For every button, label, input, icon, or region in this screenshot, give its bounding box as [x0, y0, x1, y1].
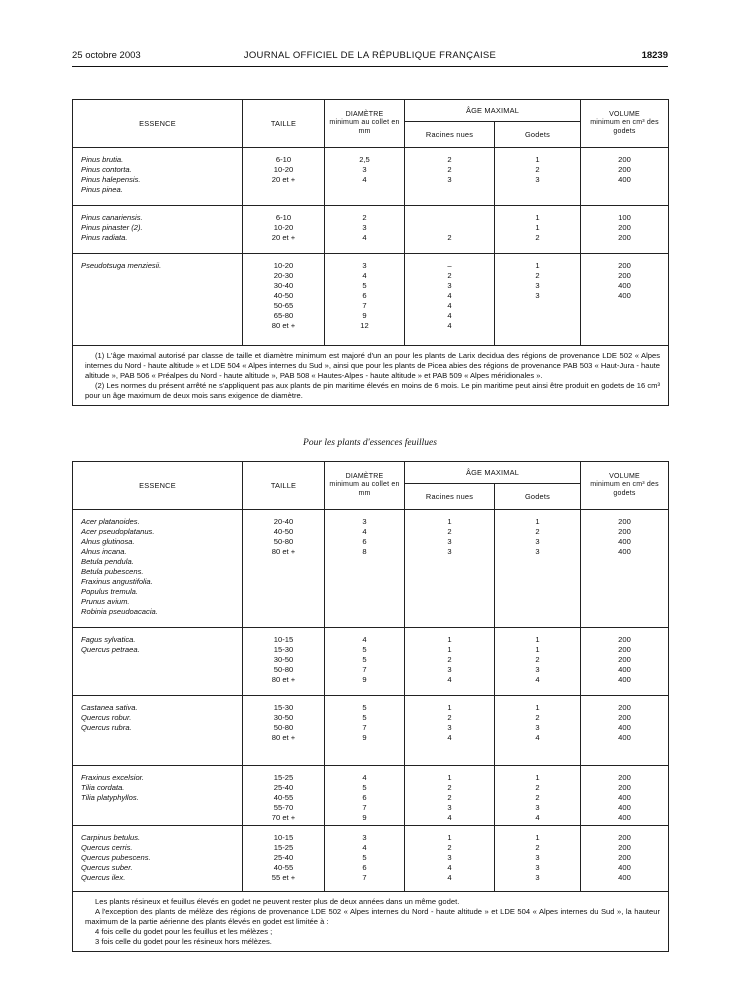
racines-value: 1 [447, 773, 452, 782]
essence-name: Populus tremula. [81, 587, 138, 596]
godets-value: 3 [535, 665, 540, 674]
diametre-value: 5 [362, 853, 367, 862]
taille-value: 70 et + [271, 813, 296, 822]
essence-cell [73, 148, 243, 206]
godets-cell [495, 628, 581, 696]
godets-value: 2 [535, 271, 540, 280]
taille-value: 15-25 [273, 773, 294, 782]
essence-cell [73, 766, 243, 826]
racines-value: 2 [447, 843, 452, 852]
godets-cell [495, 510, 581, 628]
header-date: 25 octobre 2003 [72, 50, 141, 61]
volume-value: 200 [618, 655, 631, 664]
essence-name: Betula pubescens. [81, 567, 144, 576]
table-row [73, 254, 669, 346]
godets-value: 1 [535, 223, 540, 232]
taille-value: 80 et + [271, 321, 296, 330]
essence-name: Castanea sativa. [81, 703, 138, 712]
essence-name: Alnus glutinosa. [81, 537, 135, 546]
godets-value: 3 [535, 537, 540, 546]
col-header-godets: Godets [495, 484, 581, 510]
taille-cell [243, 148, 325, 206]
page-header [72, 50, 668, 66]
essence-name: Quercus robur. [81, 713, 132, 722]
racines-value: 2 [447, 655, 452, 664]
diametre-value: 4 [362, 527, 367, 536]
table-row [73, 826, 669, 892]
taille-value: 40-55 [273, 793, 294, 802]
col-header-diametre [325, 100, 405, 148]
essence-name: Quercus rubra. [81, 723, 132, 732]
racines-value: 3 [447, 281, 452, 290]
col-header-diametre [325, 462, 405, 510]
volume-value: 200 [618, 155, 631, 164]
godets-value: 3 [535, 547, 540, 556]
godets-cell [495, 206, 581, 254]
volume-value: 200 [618, 853, 631, 862]
col-header-godets: Godets [495, 122, 581, 148]
taille-value: 10-15 [273, 635, 294, 644]
col-header-volume [581, 462, 669, 510]
volume-value: 400 [618, 281, 631, 290]
godets-value: 3 [535, 281, 540, 290]
diametre-value: 6 [362, 863, 367, 872]
taille-value: 10-20 [273, 261, 294, 270]
volume-value: 200 [618, 165, 631, 174]
racines-value: 3 [447, 175, 452, 184]
godets-value: 4 [535, 813, 540, 822]
racines-value: 3 [447, 723, 452, 732]
table-row [73, 510, 669, 628]
godets-cell [495, 826, 581, 892]
volume-value: 400 [618, 803, 631, 812]
caption-feuillus: Pour les plants d'essences feuillues [303, 438, 437, 448]
diametre-cell [325, 696, 405, 766]
racines-value: 1 [447, 833, 452, 842]
godets-value: 2 [535, 783, 540, 792]
col-header-diametre-title: DIAMÈTRE [345, 472, 384, 480]
godets-value: 1 [535, 155, 540, 164]
taille-value: 15-25 [273, 843, 294, 852]
godets-value: 2 [535, 165, 540, 174]
volume-cell [581, 766, 669, 826]
racines-cell [405, 696, 495, 766]
diametre-value: 2,5 [359, 155, 370, 164]
godets-cell [495, 254, 581, 346]
note-line: 3 fois celle du godet pour les résineux hors mélèzes. [95, 937, 272, 946]
essence-name: Quercus cerris. [81, 843, 133, 852]
essence-name: Betula pendula. [81, 557, 134, 566]
diametre-value: 9 [362, 675, 367, 684]
taille-cell [243, 628, 325, 696]
volume-cell [581, 148, 669, 206]
diametre-cell [325, 206, 405, 254]
taille-value: 15-30 [273, 703, 294, 712]
diametre-value: 3 [362, 261, 367, 270]
racines-cell [405, 148, 495, 206]
essence-name: Pinus radiata. [81, 233, 128, 242]
col-header-volume-sub: minimum en cm³ des godets [590, 119, 659, 135]
volume-cell [581, 628, 669, 696]
racines-value: 3 [447, 547, 452, 556]
col-header-racines: Racines nues [405, 484, 495, 510]
racines-value: 4 [447, 863, 452, 872]
note-1: (1) L'âge maximal autorisé par classe de taille et diamètre minimum est majoré d'un an pour les plants de Larix decidua des régions de provenance LDE 502 « Alpes internes du Nord - haute altitude » et LDE 504 « Alpes internes du Sud », ainsi que pour les plants de Picea abies des régions de provenance PAB 503 « Haut-Jura - haute altitude », PAB 506 « Préalpes du Nord - haute altitude », PAB 508 « Hautes-Alpes - haute altitude » et PAB 509 « Alpes méridionales ». [85, 351, 661, 380]
godets-value: 3 [535, 873, 540, 882]
racines-value: 4 [447, 301, 452, 310]
racines-cell [405, 254, 495, 346]
godets-cell [495, 766, 581, 826]
racines-value: 3 [447, 803, 452, 812]
godets-value: 1 [535, 833, 540, 842]
table-row [73, 696, 669, 766]
essence-name: Fraxinus excelsior. [81, 773, 145, 782]
taille-value: 25-40 [273, 783, 294, 792]
volume-value: 400 [618, 733, 631, 742]
col-header-diametre-sub: minimum au collet en mm [329, 481, 400, 497]
taille-value: 80 et + [271, 547, 296, 556]
racines-value: 4 [447, 813, 452, 822]
taille-cell [243, 254, 325, 346]
diametre-value: 5 [362, 713, 367, 722]
godets-value: 4 [535, 733, 540, 742]
taille-value: 10-15 [273, 833, 294, 842]
header-page-number: 18239 [641, 50, 668, 61]
racines-value: 1 [447, 645, 452, 654]
taille-value: 6-10 [275, 213, 292, 222]
col-header-essence: ESSENCE [73, 462, 243, 510]
diametre-value: 7 [362, 723, 367, 732]
diametre-value: 3 [362, 165, 367, 174]
taille-value: 10-20 [273, 223, 294, 232]
essence-name: Quercus pubescens. [81, 853, 151, 862]
diametre-value: 4 [362, 843, 367, 852]
essence-name: Pseudotsuga menziesii. [81, 261, 162, 270]
diametre-value: 5 [362, 655, 367, 664]
essence-cell [73, 628, 243, 696]
volume-value: 400 [618, 813, 631, 822]
essence-name: Prunus avium. [81, 597, 130, 606]
racines-cell [405, 510, 495, 628]
essence-cell [73, 826, 243, 892]
note-line: 4 fois celle du godet pour les feuillus et les mélèzes ; [95, 927, 273, 936]
table-resineux-notes [73, 346, 669, 406]
volume-value: 400 [618, 793, 631, 802]
essence-name: Acer pseudoplatanus. [81, 527, 155, 536]
essence-name: Pinus canariensis. [81, 213, 143, 222]
taille-value: 6-10 [275, 155, 292, 164]
racines-value: 2 [447, 793, 452, 802]
volume-value: 200 [618, 527, 631, 536]
volume-value: 200 [618, 843, 631, 852]
racines-value: 2 [447, 713, 452, 722]
racines-value: – [447, 261, 452, 270]
col-header-racines: Racines nues [405, 122, 495, 148]
col-header-taille: TAILLE [243, 462, 325, 510]
racines-value: 1 [447, 703, 452, 712]
godets-value: 2 [535, 527, 540, 536]
diametre-value: 4 [362, 635, 367, 644]
taille-cell [243, 826, 325, 892]
table-row [73, 766, 669, 826]
diametre-value: 6 [362, 291, 367, 300]
essence-name: Pinus contorta. [81, 165, 132, 174]
volume-value: 200 [618, 271, 631, 280]
volume-value: 400 [618, 547, 631, 556]
diametre-value: 4 [362, 233, 367, 242]
col-header-volume-title: VOLUME [609, 472, 640, 480]
godets-value: 1 [535, 517, 540, 526]
volume-value: 200 [618, 517, 631, 526]
godets-value: 1 [535, 773, 540, 782]
essence-name: Quercus ilex. [81, 873, 126, 882]
diametre-cell [325, 510, 405, 628]
taille-value: 40-50 [273, 527, 294, 536]
essence-name: Pinus pinaster (2). [81, 223, 143, 232]
volume-cell [581, 510, 669, 628]
table-row [73, 206, 669, 254]
diametre-value: 12 [360, 321, 369, 330]
essence-name: Pinus brutia. [81, 155, 124, 164]
taille-value: 50-80 [273, 537, 294, 546]
taille-value: 55 et + [271, 873, 296, 882]
taille-value: 20 et + [271, 175, 296, 184]
godets-value: 2 [535, 233, 540, 242]
racines-value: 3 [447, 665, 452, 674]
godets-cell [495, 148, 581, 206]
volume-value: 200 [618, 261, 631, 270]
taille-value: 40-55 [273, 863, 294, 872]
col-header-diametre-title: DIAMÈTRE [345, 110, 384, 118]
diametre-value: 3 [362, 833, 367, 842]
racines-value: 2 [447, 527, 452, 536]
racines-value: 1 [447, 635, 452, 644]
racines-value: 4 [447, 321, 452, 330]
diametre-value: 9 [362, 733, 367, 742]
racines-value: 4 [447, 675, 452, 684]
essence-name: Alnus incana. [81, 547, 127, 556]
essence-name: Fraxinus angustifolia. [81, 577, 153, 586]
note-line: A l'exception des plants de mélèze des régions de provenance LDE 502 « Alpes internes du Nord - haute altitude » et LDE 504 « Alpes internes du Sud », la hauteur maximum de la partie aérienne des plants élevés en godet est limitée à : [85, 907, 661, 926]
volume-value: 400 [618, 863, 631, 872]
godets-cell [495, 696, 581, 766]
essence-name: Tilia platyphyllos. [81, 793, 139, 802]
essence-cell [73, 254, 243, 346]
racines-value: 1 [447, 517, 452, 526]
table-feuillus-notes [73, 892, 669, 952]
volume-value: 200 [618, 645, 631, 654]
racines-cell [405, 826, 495, 892]
diametre-value: 9 [362, 813, 367, 822]
header-rule [72, 66, 668, 67]
racines-value: 2 [447, 783, 452, 792]
diametre-value: 7 [362, 803, 367, 812]
racines-cell [405, 766, 495, 826]
taille-cell [243, 206, 325, 254]
diametre-value: 5 [362, 281, 367, 290]
table-row [73, 628, 669, 696]
volume-cell [581, 206, 669, 254]
diametre-value: 7 [362, 301, 367, 310]
godets-value: 1 [535, 261, 540, 270]
racines-cell [405, 206, 495, 254]
essence-cell [73, 696, 243, 766]
volume-value: 200 [618, 635, 631, 644]
godets-value: 1 [535, 703, 540, 712]
taille-value: 30-50 [273, 655, 294, 664]
taille-value: 50-80 [273, 723, 294, 732]
col-header-age: ÂGE MAXIMAL [405, 100, 581, 122]
godets-value: 1 [535, 635, 540, 644]
essence-name: Tilia cordata. [81, 783, 125, 792]
diametre-value: 3 [362, 517, 367, 526]
diametre-value: 2 [362, 213, 367, 222]
godets-value: 2 [535, 655, 540, 664]
volume-value: 200 [618, 703, 631, 712]
essence-cell [73, 510, 243, 628]
essence-name: Acer platanoides. [81, 517, 140, 526]
note-2: (2) Les normes du présent arrêté ne s'appliquent pas aux plants de pin maritime élevés en moins de 6 mois. Le pin maritime peut ainsi être produit en godets de 16 cm³ pour un âge maximum de deux mois sans exigence de diamètre. [85, 381, 661, 400]
racines-value: 2 [447, 155, 452, 164]
taille-value: 15-30 [273, 645, 294, 654]
essence-name: Carpinus betulus. [81, 833, 141, 842]
diametre-cell [325, 148, 405, 206]
diametre-value: 4 [362, 271, 367, 280]
godets-value: 3 [535, 723, 540, 732]
volume-value: 400 [618, 675, 631, 684]
godets-value: 3 [535, 291, 540, 300]
godets-value: 4 [535, 675, 540, 684]
diametre-value: 5 [362, 645, 367, 654]
racines-value: 4 [447, 733, 452, 742]
volume-value: 200 [618, 713, 631, 722]
taille-value: 50-65 [273, 301, 294, 310]
diametre-value: 4 [362, 773, 367, 782]
essence-name: Pinus halepensis. [81, 175, 141, 184]
taille-value: 20-40 [273, 517, 294, 526]
essence-cell [73, 206, 243, 254]
godets-value: 1 [535, 213, 540, 222]
godets-value: 3 [535, 175, 540, 184]
table-row [73, 148, 669, 206]
volume-cell [581, 254, 669, 346]
godets-value: 3 [535, 853, 540, 862]
racines-value: 4 [447, 311, 452, 320]
col-header-age: ÂGE MAXIMAL [405, 462, 581, 484]
godets-value: 3 [535, 803, 540, 812]
volume-value: 200 [618, 223, 631, 232]
taille-cell [243, 510, 325, 628]
volume-value: 400 [618, 175, 631, 184]
note-line: Les plants résineux et feuillus élevés en godet ne peuvent rester plus de deux années dans un même godet. [95, 897, 460, 906]
volume-value: 200 [618, 233, 631, 242]
col-header-volume-sub: minimum en cm³ des godets [590, 481, 659, 497]
racines-value: 2 [447, 165, 452, 174]
taille-value: 55-70 [273, 803, 294, 812]
volume-value: 200 [618, 773, 631, 782]
col-header-taille: TAILLE [243, 100, 325, 148]
diametre-cell [325, 254, 405, 346]
racines-value: 3 [447, 537, 452, 546]
taille-value: 65-80 [273, 311, 294, 320]
diametre-value: 4 [362, 175, 367, 184]
taille-cell [243, 696, 325, 766]
racines-value: 2 [447, 271, 452, 280]
diametre-value: 8 [362, 547, 367, 556]
essence-name: Robinia pseudoacacia. [81, 607, 158, 616]
volume-cell [581, 826, 669, 892]
volume-value: 400 [618, 873, 631, 882]
essence-name: Quercus petraea. [81, 645, 140, 654]
essence-name: Quercus suber. [81, 863, 133, 872]
racines-value: 4 [447, 873, 452, 882]
essence-name: Pinus pinea. [81, 185, 123, 194]
racines-value: 4 [447, 291, 452, 300]
header-title: JOURNAL OFFICIEL DE LA RÉPUBLIQUE FRANÇAISE [243, 50, 497, 61]
taille-value: 30-40 [273, 281, 294, 290]
table-feuillus [72, 461, 669, 952]
taille-value: 80 et + [271, 675, 296, 684]
diametre-cell [325, 826, 405, 892]
diametre-value: 9 [362, 311, 367, 320]
godets-value: 2 [535, 713, 540, 722]
table-resineux [72, 99, 669, 406]
volume-value: 400 [618, 537, 631, 546]
taille-value: 25-40 [273, 853, 294, 862]
racines-value [405, 213, 494, 223]
volume-value: 400 [618, 291, 631, 300]
col-header-diametre-sub: minimum au collet en mm [329, 119, 400, 135]
diametre-value: 6 [362, 537, 367, 546]
essence-name: Fagus sylvatica. [81, 635, 136, 644]
taille-value: 40-50 [273, 291, 294, 300]
taille-value: 80 et + [271, 733, 296, 742]
diametre-cell [325, 766, 405, 826]
godets-value: 3 [535, 863, 540, 872]
volume-value: 400 [618, 723, 631, 732]
diametre-value: 3 [362, 223, 367, 232]
diametre-value: 7 [362, 665, 367, 674]
racines-value: 2 [447, 233, 452, 242]
volume-value: 400 [618, 665, 631, 674]
taille-value: 20-30 [273, 271, 294, 280]
col-header-essence: ESSENCE [73, 100, 243, 148]
diametre-value: 6 [362, 793, 367, 802]
volume-cell [581, 696, 669, 766]
diametre-value: 5 [362, 783, 367, 792]
taille-value: 20 et + [271, 233, 296, 242]
taille-cell [243, 766, 325, 826]
diametre-value: 5 [362, 703, 367, 712]
godets-value: 2 [535, 843, 540, 852]
godets-value: 2 [535, 793, 540, 802]
taille-value: 50-80 [273, 665, 294, 674]
col-header-volume [581, 100, 669, 148]
taille-value: 30-50 [273, 713, 294, 722]
racines-value: 3 [447, 853, 452, 862]
volume-value: 200 [618, 783, 631, 792]
diametre-value: 7 [362, 873, 367, 882]
racines-cell [405, 628, 495, 696]
diametre-cell [325, 628, 405, 696]
taille-value: 10-20 [273, 165, 294, 174]
godets-value: 1 [535, 645, 540, 654]
volume-value: 100 [618, 213, 631, 222]
volume-value: 200 [618, 833, 631, 842]
racines-value [405, 223, 494, 233]
col-header-volume-title: VOLUME [609, 110, 640, 118]
